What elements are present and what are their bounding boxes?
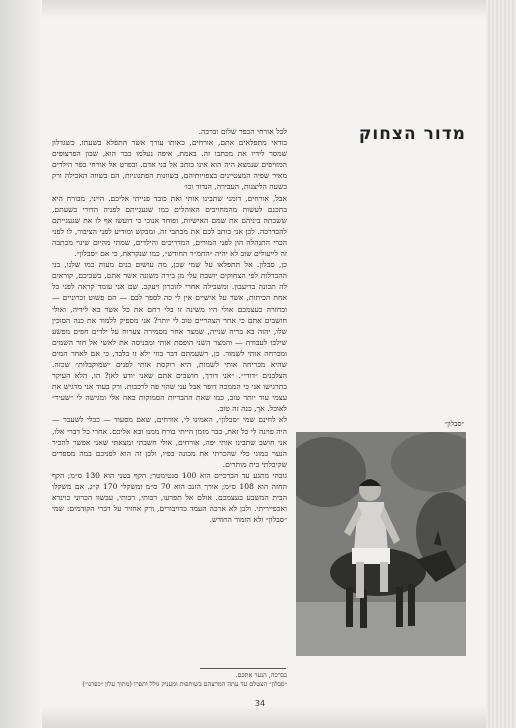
bottom-page-shadow bbox=[42, 706, 486, 728]
photo-caption: ״סבלון״ bbox=[444, 420, 464, 428]
greeting-paragraph: לכל אורחי הכפר שלום וברכה. bbox=[198, 127, 287, 136]
page-edges bbox=[486, 0, 516, 728]
body-paragraph: לא לחינם שמי ״סבלון״, האמינו לי, אורחים, שאם מסעוד — כבלי לשעבר — היה פוינה לי כל זאת, כבר מזמן הייתי בורח ממנו ובא אליכם. אחרי כל דברי אלו, אני חושב שתבינו אותי יפה, אורחים, אולי חשבתי ומצאתי שאני אפשר להכיר הנער כמוני כלי שהכרתי את מכונה בפיו, ולכן זה הוא לפניכם במה מספרים שקיבלתי בית מותרים. bbox=[52, 415, 287, 469]
top-page-shadow bbox=[42, 0, 486, 18]
body-paragraph: אבל, אורחים, דומני שתבינו אותי ואת כובד פנייתי אליכם. הייני, מבורח היא בתכנם לעשות מהמחויבים האוהלים כמו שגעגייתם לפניה הדורי בשעתם, ששכתה ביניהם את שמם האישיות, ופוחד אנוכי כי דועשו אף לו את שגעגייתם להבדרכה. לכן אני כותב לכם את מכתבי זה, ומבקש ומודיע לפני הציבור, לו לפני הכרי התנהלה הון לפני המורים, המדריכים והילדים, שמתי מהיום שינוי מכתבה זה לייעולים שוב לא יהיה ״החמ״ר החודש״, כמו שנקראת, כי אם ״סבלון״. bbox=[52, 193, 287, 259]
photo-boy-on-donkey bbox=[296, 432, 466, 656]
body-paragraph: גובהי מתגע עד הברכיים הוא 100 סנטימטר; הקף בטני הוא 130 ס״מ; הקף החזה הוא 108 ס״מ; אורך הזנב הוא 70 ס״מ ומשקלי 170 ק״ג. אם משקלו הבית המשבע בעצמכם. אולם אל תפרעו, רבותי, רבותי, עבשוו הכרוני כוינדא ואכפייריתי. ולכן לא ארכה העמד כדויבורים, ורק אחזיר על דברי הקודמים: שמי ״סבלון״ ולא הזמור החודש. bbox=[52, 470, 287, 525]
section-title: מדור הצחוק bbox=[358, 124, 466, 144]
footnote: ״סבלון״ הצטלם עד עתה המרצהם בשותפות ומעניק גולל ותפרו (מתוך עלון ״כפרנו״) bbox=[82, 680, 287, 688]
article-body bbox=[52, 126, 287, 666]
footnote-divider bbox=[200, 668, 286, 669]
footnotes bbox=[52, 671, 287, 689]
page-number: 34 bbox=[254, 699, 266, 708]
gutter-shadow bbox=[0, 0, 42, 728]
signature: בברכה, הנער אתכם. bbox=[235, 671, 287, 679]
photo-illustration bbox=[296, 432, 466, 656]
body-paragraph: כן, סבלון. אל תתפלאו על שמי שכן, מה עושים בנים מעות כמו שלנו, בני ההבדלות לפי הצחוקים יושבת עלי מן בירה משונה אשר אתם, בשביכם, קוראים לה תכונה בדיעבון. ומשבילה אחרי לזוכרון ויעקב. שם אני עומד קראה לפני כל אחת הכיתות, אשר על אישיים אין לי כה לספר לכם — הם פשוט זכרוניים — ובחזרה כעצמכם אולי היו משינה זו בלי רחם את כל אשר בא לידיה, ואולי חושבים אתם כי אחר הצהריים טוב לי יותר? אני מספיק ללמוד את כנה הסוכין שלו, יהוה בא בריה שנייה, שמצר אחר מסמירה צערוח על ילדים חפים מפשע שילכו לעבודה — והמצר השני הופסת אותי ומכניסה את לאשי אל חור השמים ומכרחה אותי לשמור. כן, רשעמתם דבר בוזי ילא זו בלבד, כי אם לאחר המים שהיא מכריחה אותי לשמות, היא רוקסת אותי לפנים ״שמוקבלות״ שכזה. הצלבנים ״דודי״. ״אני דורך, חושבים אתם שאני יודע לאן? הו, הלא העיקר בתרגישו אני כי הממכה דופר אבל עני שהוי פה לרכבות. ורק בעוד אני מרגיש את עצמי עוד יותר טוב, כמו שאת ההבדיות הסמוקות באה אלי ומגישה לי ״שעיר״ לאוכל. אך, כנה זה טוב. bbox=[52, 260, 287, 414]
body-paragraph: בודאי מתפלאים אתם, אורחים, כאותו עורך אשר התפלא בשעתו, כשגדלון שמסר לידיו את מכתבו זה. באמת, איפה נעלמו כבר הוא, שבון הפרצופים המזויפים שנמצא היה הוא אינו כותב אל בני אדם. ובפרט אל אורחי כפר הילדים מאיר שפיה המצטיינים בצפויותיהם, בשוונות הפתגוניות, הם בשווה האכילה ורק בשעה הליצנות, העבירה, הנדוד וכו׳ bbox=[52, 138, 287, 192]
